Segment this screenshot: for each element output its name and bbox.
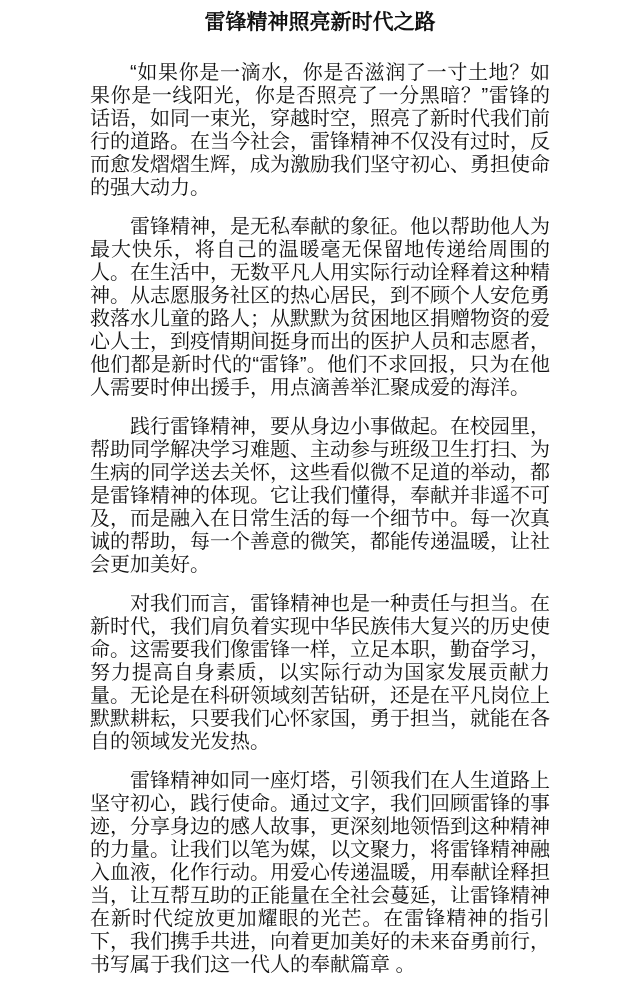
paragraph-selfless-dedication: 雷锋精神，是无私奉献的象征。他以帮助他人为最大快乐，将自己的温暖毫无保留地传递给周围的人。在生活中，无数平凡人用实际行动诠释着这种精神。从志愿服务社区的热心居民，到不顾个人安危勇救落水儿童的路人；从默默为贫困地区捐赠物资的爱心人士，到疫情期间挺身而出的医护人员和志愿者，他们都是新时代的“雷锋”。他们不求回报，只为在他人需要时伸出援手，用点滴善举汇聚成爱的海洋。: [90, 216, 550, 399]
paragraph-intro: “如果你是一滴水，你是否滋润了一寸土地？如果你是一线阳光，你是否照亮了一分黑暗？”雷锋的话语，如同一束光，穿越时空，照亮了新时代我们前行的道路。在当今社会，雷锋精神不仅没有过时，反而愈发熠熠生辉，成为激励我们坚守初心、勇担使命的强大动力。: [90, 62, 550, 199]
document-title: 雷锋精神照亮新时代之路: [204, 11, 436, 34]
paragraph-responsibility: 对我们而言，雷锋精神也是一种责任与担当。在新时代，我们肩负着实现中华民族伟大复兴的历史使命。这需要我们像雷锋一样，立足本职，勤奋学习，努力提高自身素质，以实际行动为国家发展贡献力量。无论是在科研领域刻苦钻研，还是在平凡岗位上默默耕耘，只要我们心怀家国，勇于担当，就能在各自的领域发光发热。: [90, 593, 550, 753]
paragraph-practice-small-deeds: 践行雷锋精神，要从身边小事做起。在校园里，帮助同学解决学习难题、主动参与班级卫生打扫、为生病的同学送去关怀，这些看似微不足道的举动，都是雷锋精神的体现。它让我们懂得，奉献并非遥不可及，而是融入在日常生活的每一个细节中。每一次真诚的帮助，每一个善意的微笑，都能传递温暖，让社会更加美好。: [90, 416, 550, 576]
paragraph-conclusion: 雷锋精神如同一座灯塔，引领我们在人生道路上坚守初心，践行使命。通过文字，我们回顾雷锋的事迹，分享身边的感人故事，更深刻地领悟到这种精神的力量。让我们以笔为媒，以文聚力，将雷锋精神融入血液，化作行动。用爱心传递温暖，用奉献诠释担当，让互帮互助的正能量在全社会蔓延，让雷锋精神在新时代绽放更加耀眼的光芒。在雷锋精神的指引下，我们携手共进，向着更加美好的未来奋勇前行，书写属于我们这一代人的奉献篇章 。: [90, 770, 550, 976]
